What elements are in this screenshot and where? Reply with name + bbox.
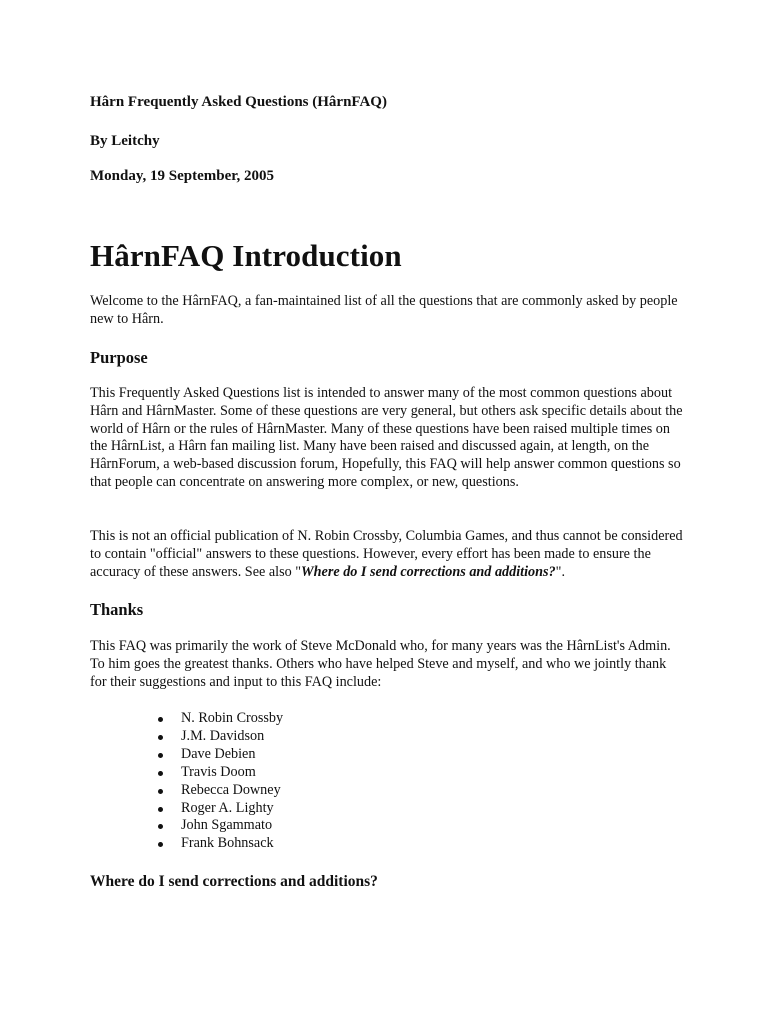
list-item (158, 710, 283, 728)
bullet-icon (158, 717, 163, 722)
contributor-name: John Sgammato (181, 817, 273, 834)
bullet-icon (158, 807, 163, 812)
list-item (158, 817, 283, 835)
corrections-heading: Where do I send corrections and additions? (90, 873, 378, 890)
intro-paragraph: Welcome to the HârnFAQ, a fan-maintained list of all the questions that are commonly asked by people new to Hârn. (90, 293, 678, 327)
contributor-name: Travis Doom (181, 763, 256, 780)
contributor-name: J.M. Davidson (181, 727, 265, 744)
contributor-name: Roger A. Lighty (181, 799, 274, 816)
list-item (158, 835, 283, 853)
main-heading: HârnFAQ Introduction (90, 238, 402, 273)
bullet-icon (158, 842, 163, 847)
contributor-name: Rebecca Downey (181, 781, 281, 798)
contributors-list (158, 710, 283, 853)
list-item (158, 728, 283, 746)
corrections-link[interactable]: Where do I send corrections and additions? (301, 563, 556, 580)
thanks-paragraph: This FAQ was primarily the work of Steve McDonald who, for many years was the HârnList's Admin. To him goes the greatest thanks. Others who have helped Steve and myself, and who we jointly thank for their suggestions and input to this FAQ include: (90, 638, 671, 690)
bullet-icon (158, 753, 163, 758)
bullet-icon (158, 824, 163, 829)
contributor-name: Frank Bohnsack (181, 835, 274, 852)
bullet-icon (158, 735, 163, 740)
list-item (158, 782, 283, 800)
document-author: By Leitchy (90, 133, 160, 149)
contributor-name: N. Robin Crossby (181, 710, 284, 726)
list-item (158, 764, 283, 782)
official-disclaimer-end: ". (555, 563, 565, 580)
list-item (158, 746, 283, 764)
purpose-heading: Purpose (90, 348, 148, 367)
thanks-heading: Thanks (90, 600, 144, 619)
bullet-icon (158, 771, 163, 776)
contributor-name: Dave Debien (181, 745, 256, 762)
document-title: Hârn Frequently Asked Questions (HârnFAQ) (90, 94, 387, 110)
bullet-icon (158, 789, 163, 794)
purpose-paragraph: This Frequently Asked Questions list is intended to answer many of the most common questions about Hârn and HârnMaster. Some of these questions are very general, but others ask specific details about the world of Hârn or the rules of HârnMaster. Many of these questions have been raised multiple times on the HârnList, a Hârn fan mailing list. Many have been raised and discussed again, at length, on the HârnForum, a web-based discussion forum, Hopefully, this FAQ will help answer common questions so that people can concentrate on answering more complex, or new, questions. (90, 385, 683, 490)
official-disclaimer-text: This is not an official publication of N. Robin Crossby, Columbia Games, and thus cannot be considered to contain "official" answers to these questions. However, every effort has been made to ensure the accuracy of these answers. See also " (90, 528, 683, 580)
document-date: Monday, 19 September, 2005 (90, 168, 275, 184)
official-disclaimer-paragraph (90, 528, 686, 581)
list-item (158, 800, 283, 818)
